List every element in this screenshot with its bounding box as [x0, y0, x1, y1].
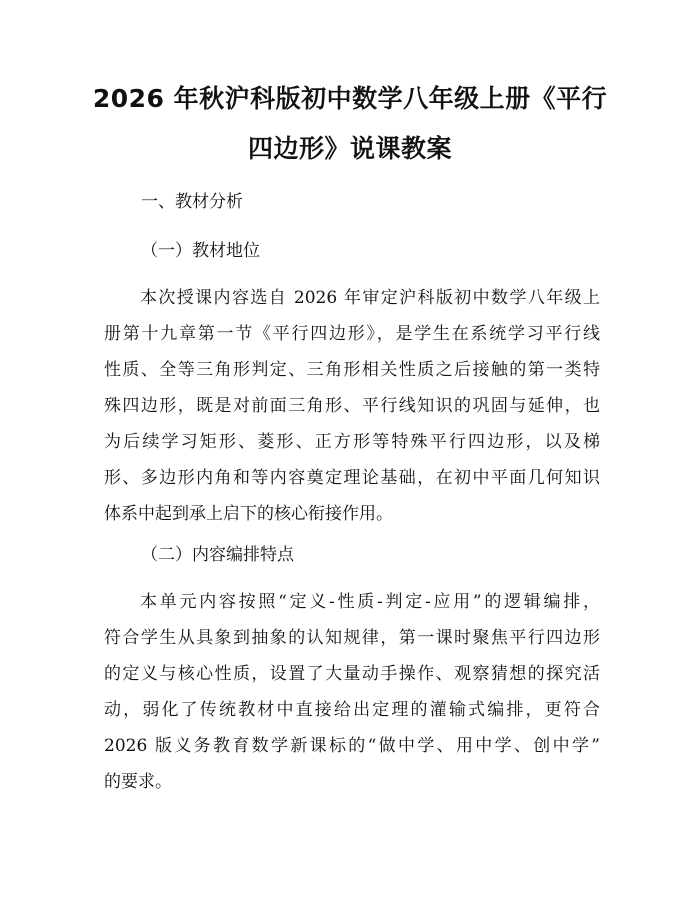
document-title-line-1: 2026 年秋沪科版初中数学八年级上册《平行 — [92, 84, 608, 113]
paragraph-line: 的定义与核心性质，设置了大量动手操作、观察猜想的探究活 — [104, 664, 600, 684]
paragraph-line: 性质、全等三角形判定、三角形相关性质之后接触的第一类特 — [104, 360, 600, 380]
paragraph-textbook-position — [104, 280, 600, 532]
document-title-line-2: 四边形》说课教案 — [247, 134, 452, 163]
section-heading: 一、教材分析 — [141, 192, 243, 212]
paragraph-line: 册第十九章第一节《平行四边形》，是学生在系统学习平行线 — [104, 324, 600, 344]
paragraph-line: 形、多边形内角和等内容奠定理论基础，在初中平面几何知识 — [104, 468, 600, 488]
subsection-heading-1: （一）教材地位 — [141, 241, 260, 261]
paragraph-line: 本单元内容按照“定义-性质-判定-应用”的逻辑编排， — [140, 592, 600, 612]
paragraph-line: 为后续学习矩形、菱形、正方形等特殊平行四边形，以及梯 — [104, 432, 600, 452]
subsection-heading-2: （二）内容编排特点 — [141, 545, 294, 565]
paragraph-line: 2026 版义务教育数学新课标的“做中学、用中学、创中学” — [104, 736, 600, 756]
paragraph-line: 动，弱化了传统教材中直接给出定理的灌输式编排，更符合 — [104, 700, 600, 720]
paragraph-line: 的要求。 — [104, 772, 172, 792]
paragraph-line: 殊四边形，既是对前面三角形、平行线知识的巩固与延伸，也 — [104, 396, 600, 416]
paragraph-line: 本次授课内容选自 2026 年审定沪科版初中数学八年级上 — [140, 288, 600, 308]
paragraph-line: 符合学生从具象到抽象的认知规律，第一课时聚焦平行四边形 — [104, 628, 600, 648]
paragraph-content-arrangement — [104, 584, 600, 800]
paragraph-line: 体系中起到承上启下的核心衔接作用。 — [104, 504, 393, 524]
